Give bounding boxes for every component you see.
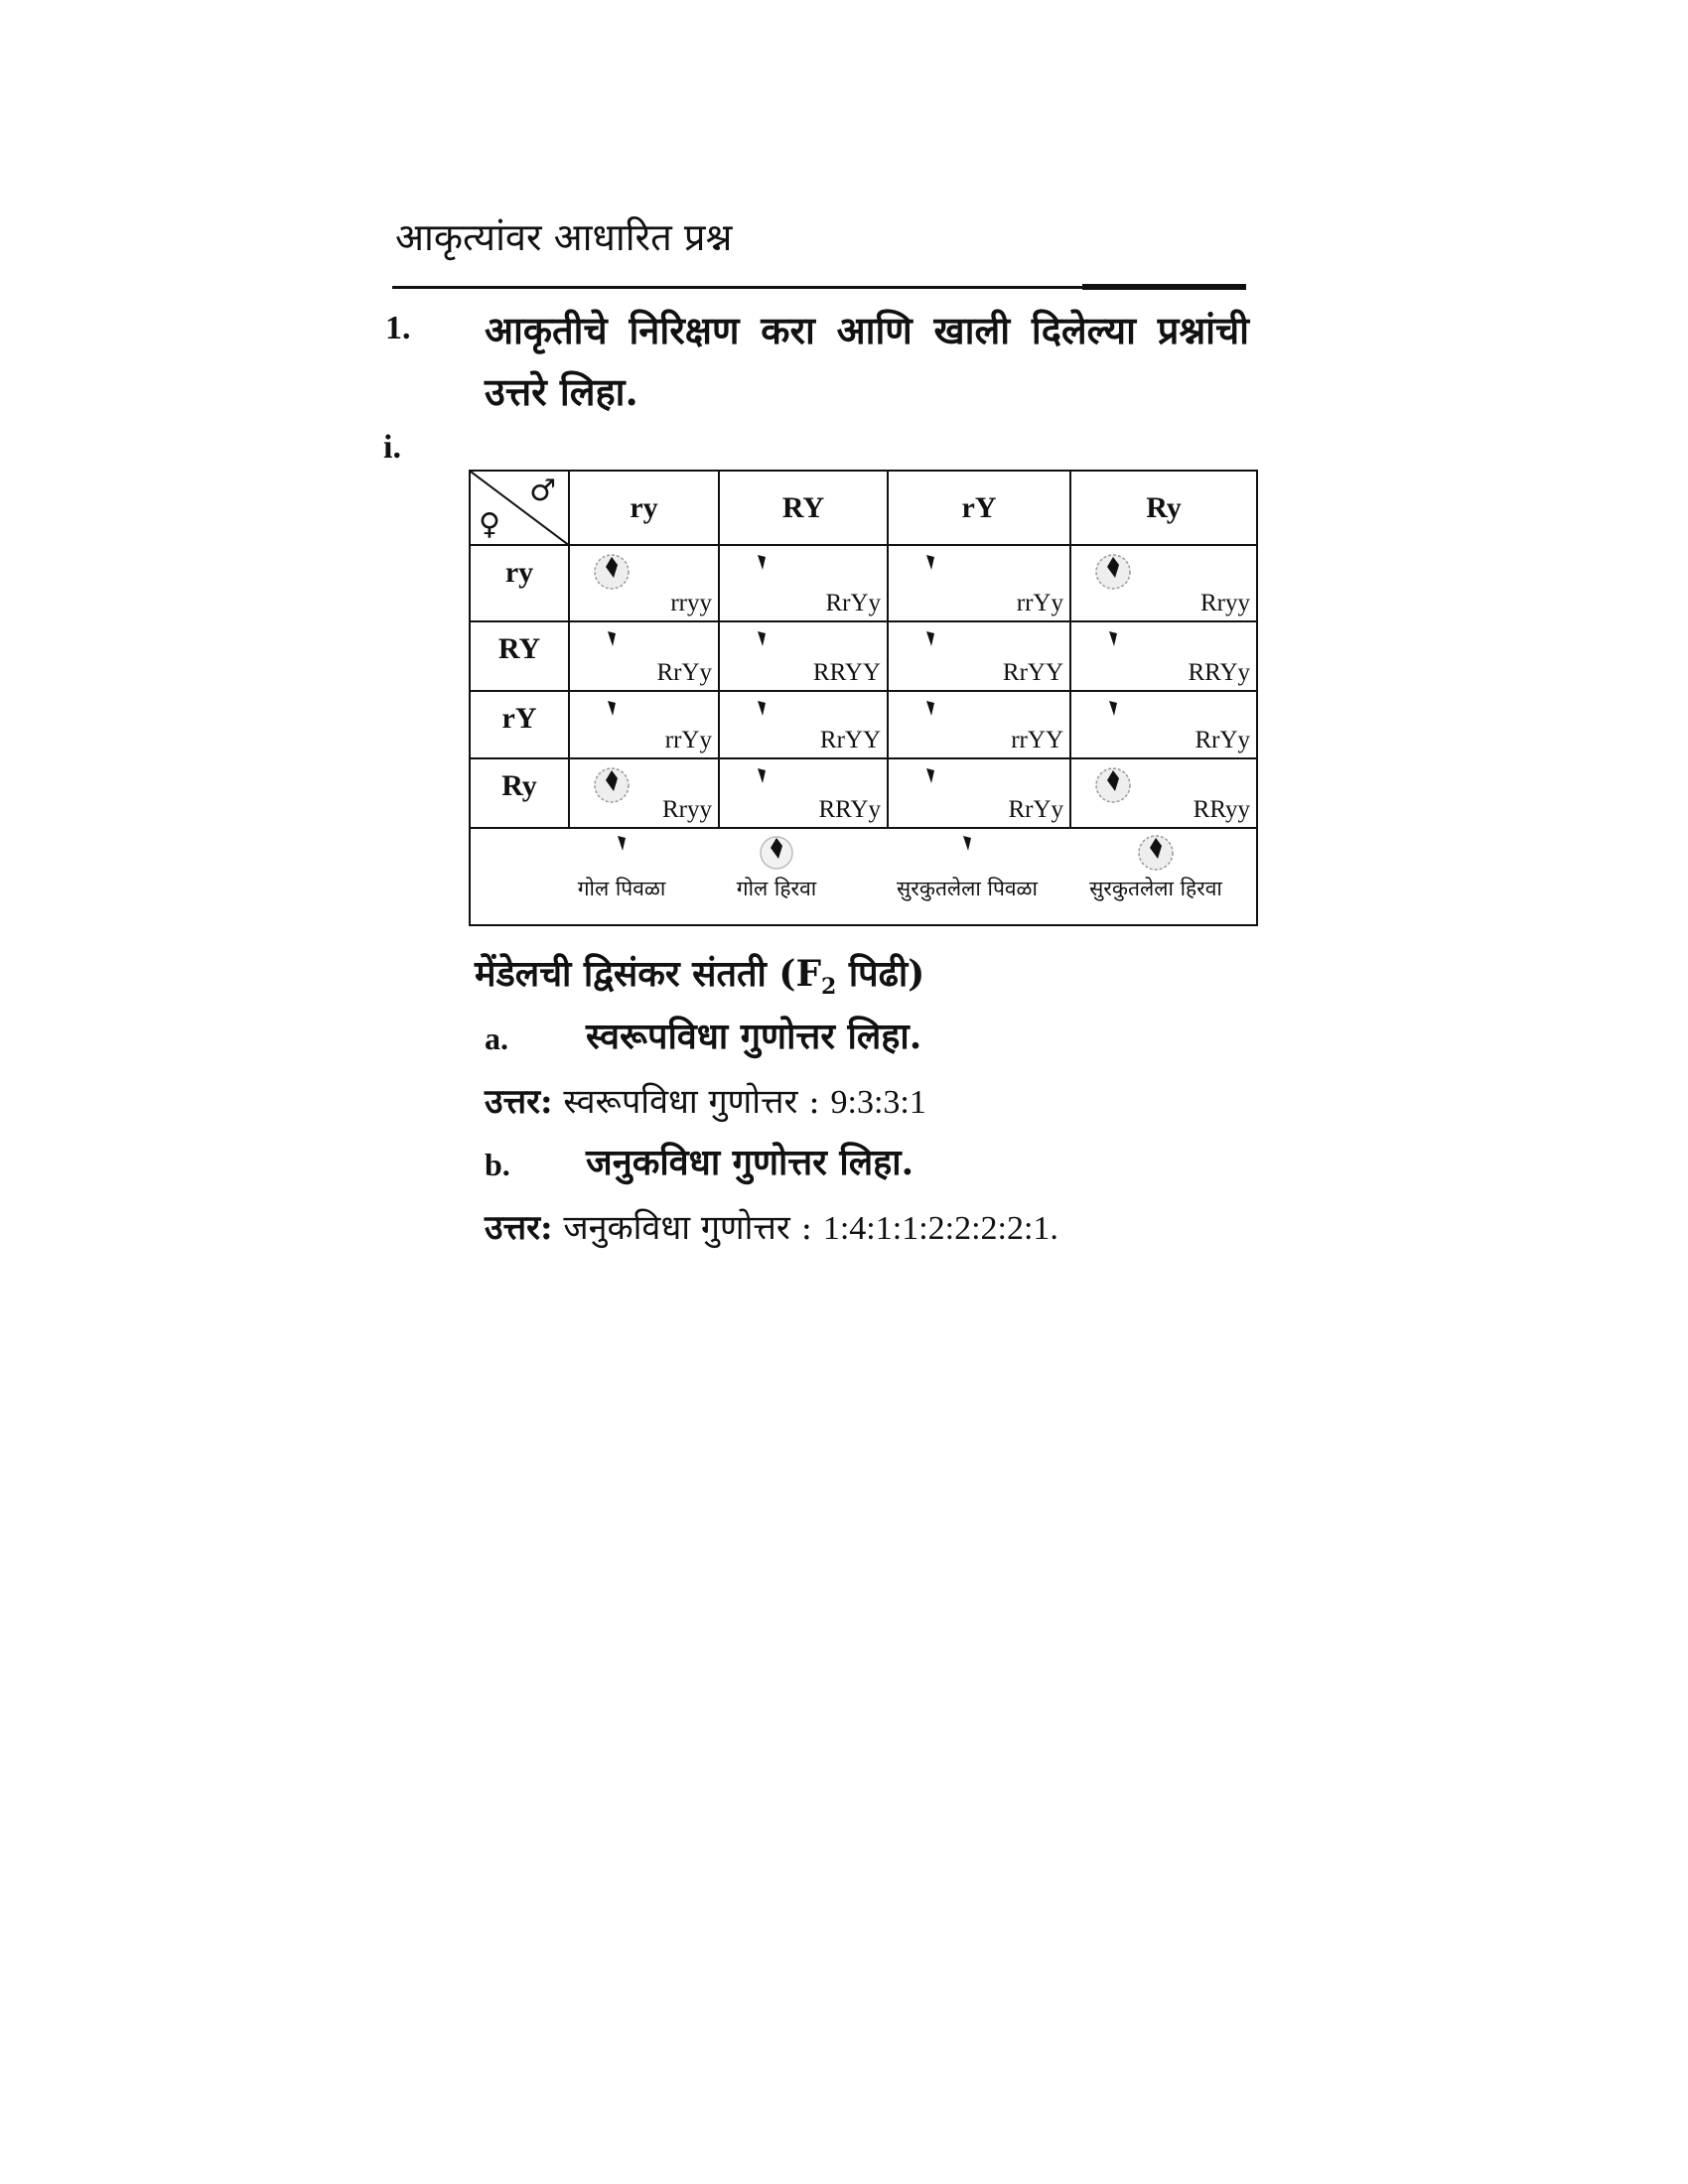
genotype-label: rryy bbox=[670, 590, 712, 616]
wrinkled-seed-icon bbox=[592, 765, 632, 805]
punnett-cell bbox=[569, 621, 719, 691]
punnett-square bbox=[469, 470, 1258, 926]
section-title: आकृत्यांवर आधारित प्रश्न bbox=[395, 215, 733, 259]
caption-subscript: 2 bbox=[821, 974, 837, 1001]
wrinkled-green-seed-icon bbox=[1136, 833, 1176, 873]
seed-legend bbox=[470, 828, 1257, 925]
punnett-cell bbox=[1070, 691, 1257, 758]
legend-wrinkled-green bbox=[1066, 829, 1245, 902]
punnett-cell bbox=[719, 545, 888, 621]
genotype-label: RrYy bbox=[1195, 727, 1250, 753]
row-header-RY: RY bbox=[470, 621, 569, 691]
col-header-ry: ry bbox=[569, 471, 719, 545]
female-symbol-icon: ♀ bbox=[479, 507, 500, 542]
genotype-label: RRYY bbox=[812, 659, 881, 686]
answer-prefix: उत्तर: bbox=[485, 1208, 553, 1248]
legend-round-yellow bbox=[532, 829, 711, 902]
wrinkled-seed-icon bbox=[592, 552, 632, 592]
genotype-label: RRYy bbox=[1188, 659, 1250, 686]
punnett-cell bbox=[719, 621, 888, 691]
wrinkled-yellow-seed-icon bbox=[947, 833, 987, 873]
genotype-label: rrYy bbox=[1016, 590, 1063, 616]
genotype-label: RrYY bbox=[1002, 659, 1063, 686]
round-seed-icon bbox=[1093, 698, 1133, 738]
col-header-rY: rY bbox=[888, 471, 1070, 545]
answer-value: 1:4:1:1:2:2:2:2:1. bbox=[822, 1210, 1058, 1247]
qa-letter-a: a. bbox=[485, 1021, 508, 1056]
col-header-RY: RY bbox=[719, 471, 888, 545]
qa-question-a: स्वरूपविधा गुणोत्तर लिहा. bbox=[586, 1016, 922, 1057]
caption-suffix: पिढी) bbox=[836, 953, 925, 995]
round-seed-icon bbox=[911, 698, 950, 738]
answer-prefix: उत्तर: bbox=[485, 1082, 553, 1122]
round-seed-icon bbox=[911, 765, 950, 805]
round-seed-icon bbox=[1093, 628, 1133, 668]
round-seed-icon bbox=[592, 628, 632, 668]
punnett-cell bbox=[888, 758, 1070, 828]
genotype-label: RrYy bbox=[656, 659, 712, 686]
legend-wrinkled-yellow bbox=[878, 829, 1056, 902]
answer-label: जनुकविधा गुणोत्तर : bbox=[563, 1208, 813, 1248]
sub-question-label: i. bbox=[383, 429, 401, 466]
wrinkled-seed-icon bbox=[1093, 765, 1133, 805]
punnett-cell bbox=[888, 621, 1070, 691]
genotype-label: RrYy bbox=[1008, 796, 1063, 823]
row-header-rY: rY bbox=[470, 691, 569, 758]
punnett-cell bbox=[569, 545, 719, 621]
punnett-cell bbox=[1070, 621, 1257, 691]
genotype-label: RrYY bbox=[819, 727, 881, 753]
punnett-cell bbox=[719, 758, 888, 828]
legend-round-green bbox=[687, 829, 866, 902]
caption-prefix: मेंडेलची द्विसंकर संतती (F bbox=[475, 953, 822, 995]
legend-label: सुरकुतलेला पिवळा bbox=[897, 877, 1038, 900]
round-yellow-seed-icon bbox=[602, 833, 641, 873]
punnett-cell bbox=[1070, 545, 1257, 621]
qa-letter-b: b. bbox=[485, 1147, 510, 1182]
question-number: 1. bbox=[385, 310, 411, 346]
genotype-label: RRyy bbox=[1193, 796, 1250, 823]
wrinkled-seed-icon bbox=[1093, 552, 1133, 592]
round-seed-icon bbox=[911, 628, 950, 668]
round-seed-icon bbox=[742, 552, 781, 592]
figure-caption bbox=[475, 948, 924, 1000]
col-header-Ry: Ry bbox=[1070, 471, 1257, 545]
punnett-cell bbox=[719, 691, 888, 758]
answer-label: स्वरूपविधा गुणोत्तर : bbox=[563, 1082, 820, 1122]
genotype-label: RRYy bbox=[818, 796, 881, 823]
corner-cell bbox=[470, 471, 569, 545]
round-seed-icon bbox=[592, 698, 632, 738]
male-symbol-icon: ♂ bbox=[529, 474, 556, 508]
punnett-cell bbox=[888, 691, 1070, 758]
round-green-seed-icon bbox=[757, 833, 796, 873]
row-header-ry: ry bbox=[470, 545, 569, 621]
round-seed-icon bbox=[742, 698, 781, 738]
punnett-cell bbox=[1070, 758, 1257, 828]
punnett-cell bbox=[569, 691, 719, 758]
genotype-label: rrYY bbox=[1011, 727, 1063, 753]
genotype-label: Rryy bbox=[1200, 590, 1250, 616]
round-seed-icon bbox=[742, 765, 781, 805]
genotype-label: rrYy bbox=[664, 727, 712, 753]
question-text: आकृतीचे निरिक्षण करा आणि खाली दिलेल्या प्रश्नांची उत्तरे लिहा. bbox=[485, 308, 1249, 414]
section-divider-accent bbox=[1082, 284, 1246, 290]
answer-value: 9:3:3:1 bbox=[830, 1084, 926, 1121]
genotype-label: RrYy bbox=[825, 590, 881, 616]
legend-label: गोल पिवळा bbox=[577, 877, 666, 900]
row-header-Ry: Ry bbox=[470, 758, 569, 828]
legend-label: सुरकुतलेला हिरवा bbox=[1089, 877, 1222, 900]
qa-answer-a bbox=[485, 1077, 926, 1123]
round-seed-icon bbox=[742, 628, 781, 668]
qa-answer-b bbox=[485, 1203, 1058, 1249]
punnett-cell bbox=[888, 545, 1070, 621]
qa-question-b: जनुकविधा गुणोत्तर लिहा. bbox=[586, 1142, 914, 1183]
round-seed-icon bbox=[911, 552, 950, 592]
legend-label: गोल हिरवा bbox=[736, 877, 817, 900]
punnett-cell bbox=[569, 758, 719, 828]
genotype-label: Rryy bbox=[662, 796, 712, 823]
